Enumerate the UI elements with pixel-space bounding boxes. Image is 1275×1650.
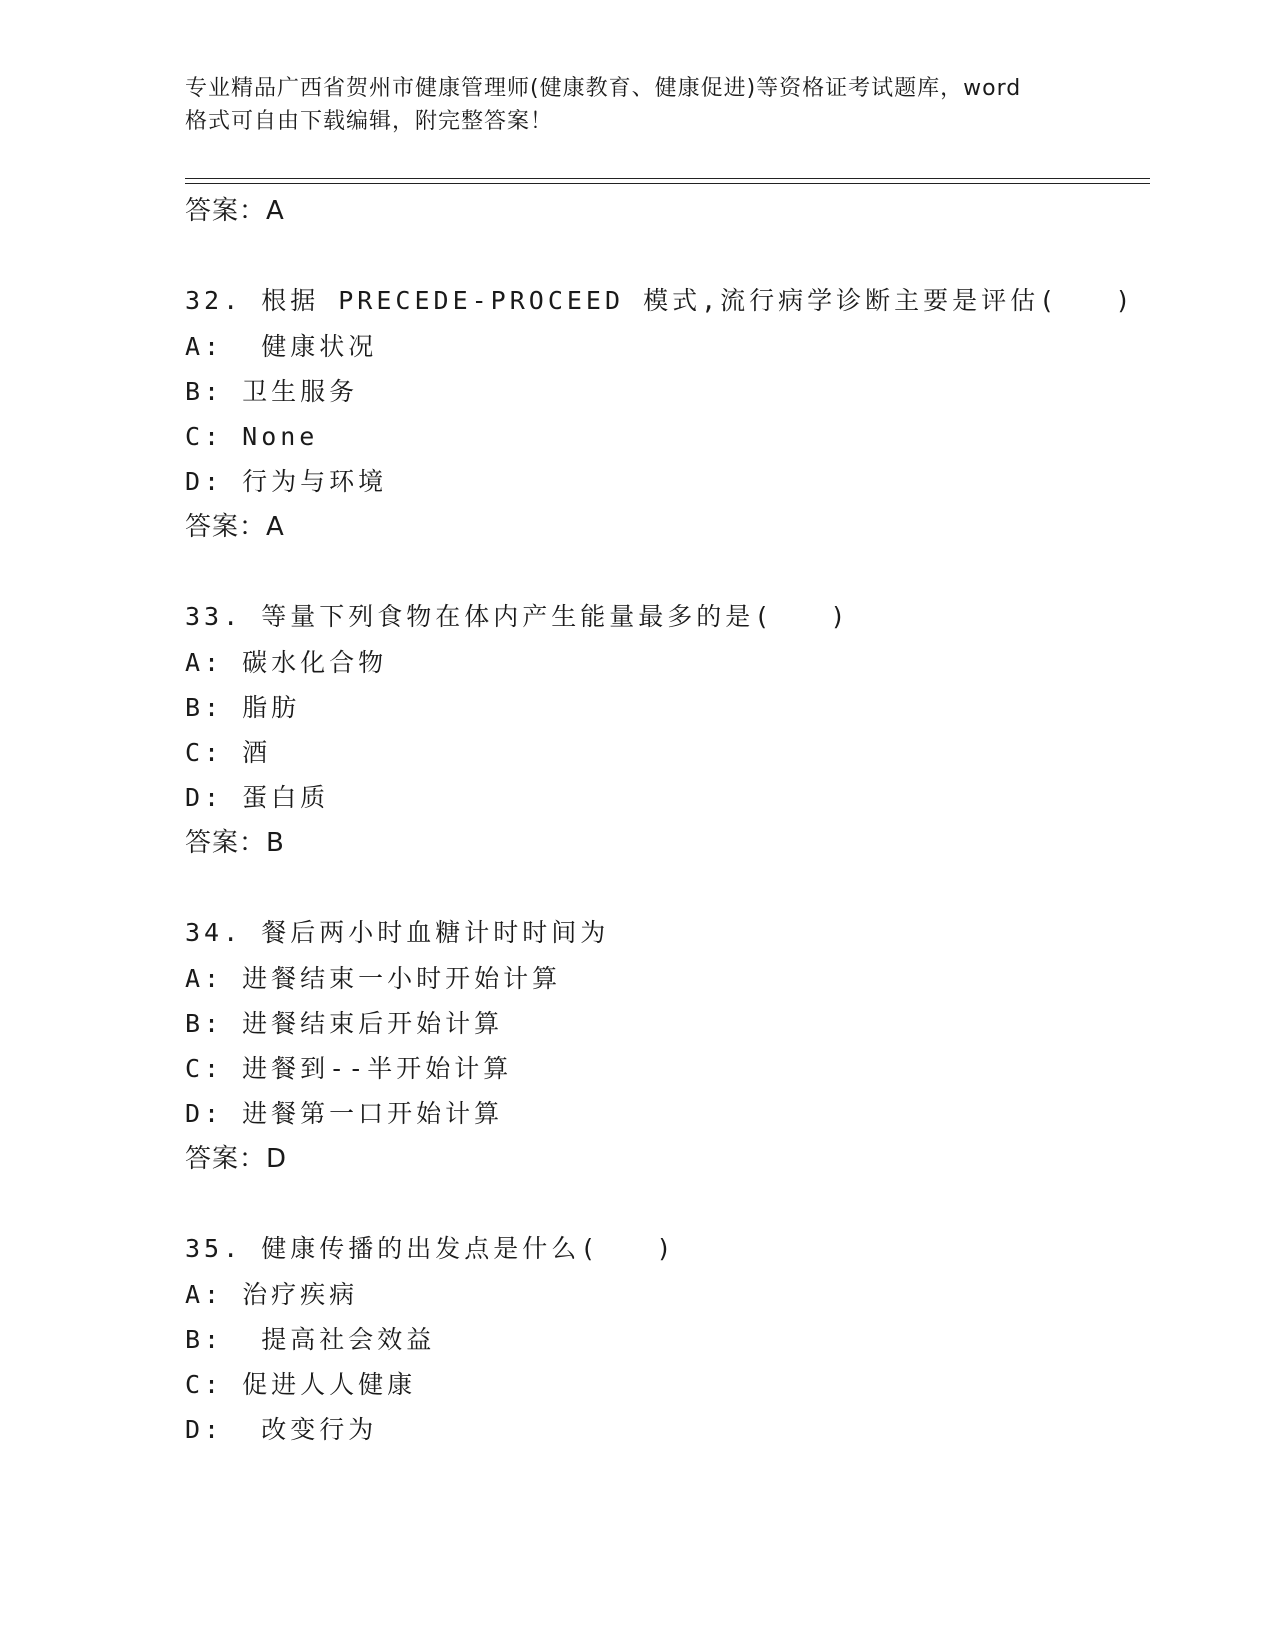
option-a: A: 碳水化合物 [185, 648, 388, 677]
option-d: D: 行为与环境 [185, 467, 388, 496]
option-a: A: 健康状况 [185, 332, 378, 361]
answer-text: 答案：A [185, 512, 285, 542]
spacer [185, 866, 1150, 910]
answer-previous: 答案：A [185, 196, 285, 226]
option-d: D: 改变行为 [185, 1415, 378, 1444]
answer-text: 答案：B [185, 828, 285, 858]
question-text: 32. 根据 PRECEDE-PROCEED 模式,流行病学诊断主要是评估( ) [185, 286, 1135, 315]
header-line-2: 格式可自由下载编辑，附完整答案！ [185, 109, 554, 134]
question-block-35 [185, 1226, 1150, 1452]
option-c: C: 进餐到--半开始计算 [185, 1054, 513, 1083]
answer-text: 答案：D [185, 1144, 288, 1174]
option-b: B: 提高社会效益 [185, 1325, 436, 1354]
option-b: B: 进餐结束后开始计算 [185, 1009, 504, 1038]
question-list [185, 188, 1150, 1452]
option-d: D: 蛋白质 [185, 783, 330, 812]
question-block-34 [185, 910, 1150, 1182]
question-block-32 [185, 278, 1150, 550]
question-text: 34. 餐后两小时血糖计时时间为 [185, 918, 610, 947]
spacer [185, 550, 1150, 594]
option-b: B: 脂肪 [185, 693, 301, 722]
option-c: C: 酒 [185, 738, 272, 767]
option-a: A: 治疗疾病 [185, 1280, 359, 1309]
question-block-33 [185, 594, 1150, 866]
option-d: D: 进餐第一口开始计算 [185, 1099, 504, 1128]
header-line-1: 专业精品广西省贺州市健康管理师(健康教育、健康促进)等资格证考试题库，word [185, 76, 1022, 101]
spacer [185, 234, 1150, 278]
question-text: 35. 健康传播的出发点是什么( ) [185, 1234, 676, 1263]
option-b: B: 卫生服务 [185, 377, 359, 406]
option-c: C: 促进人人健康 [185, 1370, 417, 1399]
header-divider-top [185, 178, 1150, 179]
option-c: C: None [185, 422, 319, 451]
spacer [185, 1182, 1150, 1226]
option-a: A: 进餐结束一小时开始计算 [185, 964, 562, 993]
document-header [185, 72, 1085, 138]
header-divider-bottom [185, 183, 1150, 184]
question-text: 33. 等量下列食物在体内产生能量最多的是( ) [185, 602, 850, 631]
